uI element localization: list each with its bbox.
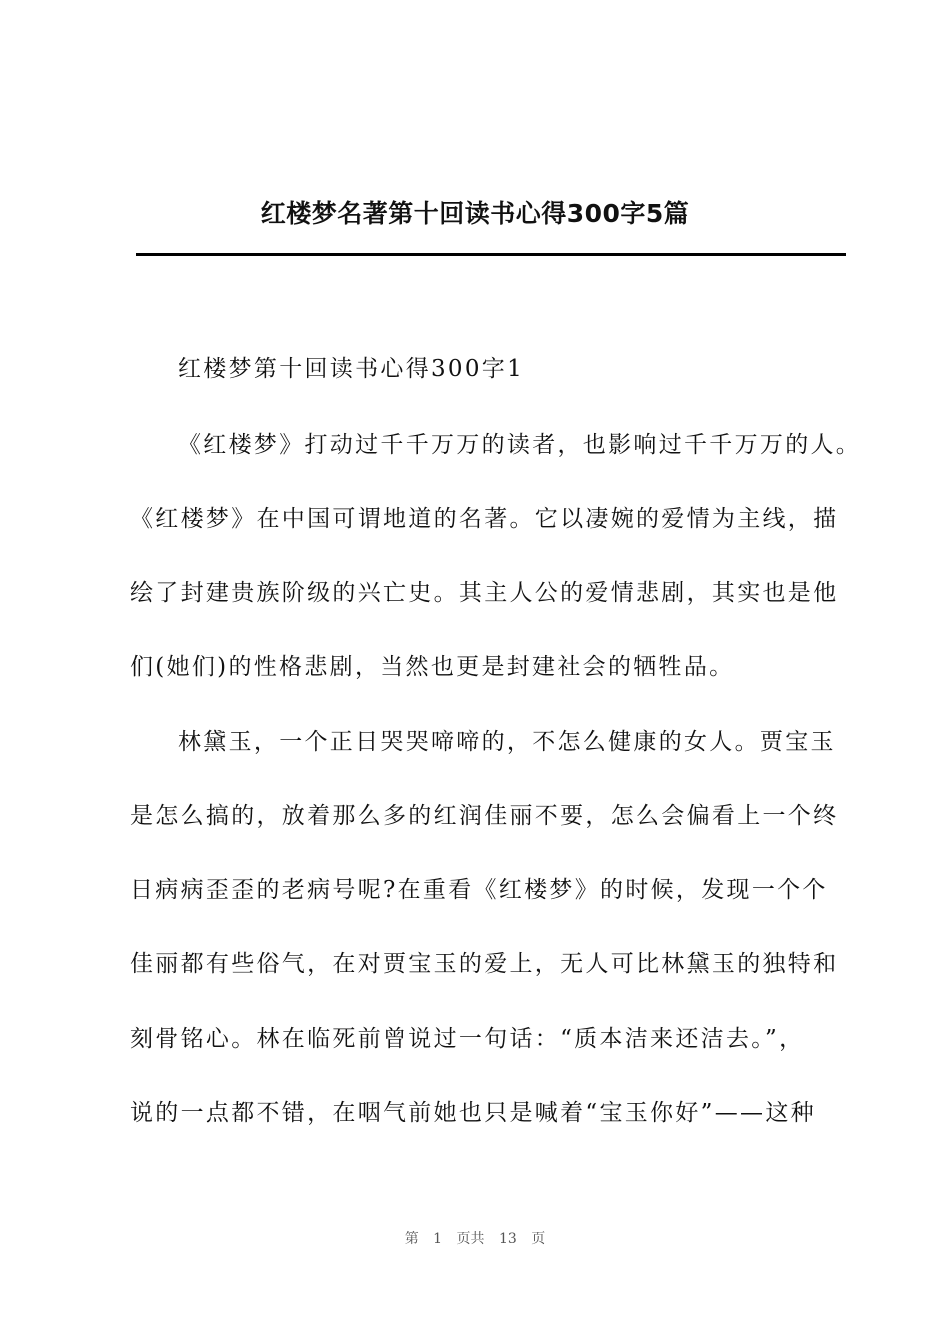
paragraph-line: 林黛玉，一个正日哭哭啼啼的，不怎么健康的女人。贾宝玉 [178,729,836,755]
footer-prefix: 第 [404,1231,419,1247]
paragraph-line: 《红楼梦》在中国可谓地道的名著。它以凄婉的爱情为主线，描 [130,506,839,532]
paragraph-line: 日病病歪歪的老病号呢?在重看《红楼梦》的时候，发现一个个 [130,877,828,903]
footer-middle: 页共 [456,1231,485,1247]
footer-suffix: 页 [531,1231,546,1247]
paragraph-line: 刻骨铭心。林在临死前曾说过一句话：“质本洁来还洁去。”， [130,1026,805,1052]
document-title: 红楼梦名著第十回读书心得300字5篇 [260,199,690,228]
paragraph-line: 说的一点都不错，在咽气前她也只是喊着“宝玉你好”——这种 [130,1100,816,1126]
paragraph-line: 是怎么搞的，放着那么多的红润佳丽不要，怎么会偏看上一个终 [130,803,839,829]
paragraph-line: 绘了封建贵族阶级的兴亡史。其主人公的爱情悲剧，其实也是他 [130,580,839,606]
footer-total-pages: 13 [499,1231,517,1247]
paragraph-line: 们(她们)的性格悲剧，当然也更是封建社会的牺牲品。 [130,654,735,680]
footer-current-page: 1 [433,1231,443,1247]
paragraph-line: 《红楼梦》打动过千千万万的读者，也影响过千千万万的人。 [178,432,862,458]
section-heading: 红楼梦第十回读书心得300字1 [178,356,525,382]
paragraph-line: 佳丽都有些俗气，在对贾宝玉的爱上，无人可比林黛玉的独特和 [130,951,839,977]
title-underline [136,253,846,256]
page-footer [0,1229,950,1249]
